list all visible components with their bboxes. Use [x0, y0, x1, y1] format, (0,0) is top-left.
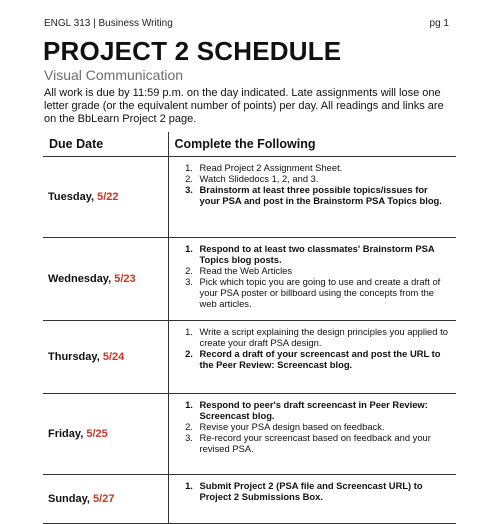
tasks-cell [168, 321, 456, 394]
due-date: 5/23 [114, 273, 136, 285]
due-date-header: Due Date [43, 132, 168, 157]
task-item: 1. Respond to peer's draft screencast in Peer Review: Screencast blog. [196, 400, 451, 422]
table-row [43, 157, 456, 238]
due-date: 5/24 [102, 351, 125, 363]
intro-paragraph: All work is due by 11:59 p.m. on the day indicated. Late assignments will lose one letter grade (or the equivalent number of points) per day. All readings and links are on the BbLearn Project 2 page. [44, 87, 444, 125]
task-item: 1. Respond to at least two classmates' Brainstorm PSA Topics blog posts. [196, 244, 451, 266]
task-item: 1. Submit Project 2 (PSA file and Screencast URL) to Project 2 Submissions Box. [196, 481, 451, 503]
page-header [44, 18, 449, 32]
task-item: 1. Write a script explaining the design principles you applied to create your draft PSA design. [196, 327, 451, 349]
due-date: 5/25 [86, 428, 108, 440]
task-item: 1. Read Project 2 Assignment Sheet. [196, 163, 451, 174]
tasks-cell [168, 238, 456, 321]
table-row [43, 238, 456, 321]
course-label: ENGL 313 | Business Writing [44, 18, 173, 29]
table-header-row [43, 132, 456, 157]
due-date-cell [43, 394, 168, 475]
task-item: 2. Read the Web Articles [196, 266, 451, 277]
task-item: 2. Revise your PSA design based on feedback. [196, 422, 451, 433]
task-list [169, 400, 451, 455]
due-date-cell [43, 157, 168, 238]
table-row [43, 475, 456, 524]
day-name: Wednesday, [48, 273, 112, 285]
day-name: Friday, [48, 428, 84, 440]
task-list [169, 481, 451, 503]
task-list [169, 327, 451, 371]
task-item: 2. Watch Slidedocs 1, 2, and 3. [196, 174, 451, 185]
day-name: Sunday, [48, 493, 90, 505]
task-list [169, 163, 451, 207]
due-date: 5/27 [93, 493, 115, 505]
day-name: Thursday, [48, 351, 100, 363]
task-item: 3. Pick which topic you are going to use and create a draft of your PSA poster or billboard using the concepts from the web articles. [196, 277, 451, 310]
tasks-header: Complete the Following [168, 132, 456, 157]
schedule-table [43, 132, 456, 524]
due-date-cell [43, 321, 168, 394]
tasks-cell [168, 475, 456, 524]
day-name: Tuesday, [48, 191, 95, 203]
table-row [43, 321, 456, 394]
due-date-cell [43, 475, 168, 524]
task-list [169, 244, 451, 309]
tasks-cell [168, 157, 456, 238]
page-title: PROJECT 2 SCHEDULE [43, 36, 342, 66]
tasks-cell [168, 394, 456, 475]
page-subtitle: Visual Communication [44, 67, 184, 83]
due-date: 5/22 [97, 191, 119, 203]
task-item: 3. Re-record your screencast based on feedback and your revised PSA. [196, 433, 451, 455]
task-item: 3. Brainstorm at least three possible topics/issues for your PSA and post in the Brainstorm PSA Topics blog. [196, 185, 451, 207]
due-date-cell [43, 238, 168, 321]
table-row [43, 394, 456, 475]
task-item: 2. Record a draft of your screencast and post the URL to the Peer Review: Screencast blog. [196, 349, 451, 371]
page-number: pg 1 [429, 18, 449, 29]
